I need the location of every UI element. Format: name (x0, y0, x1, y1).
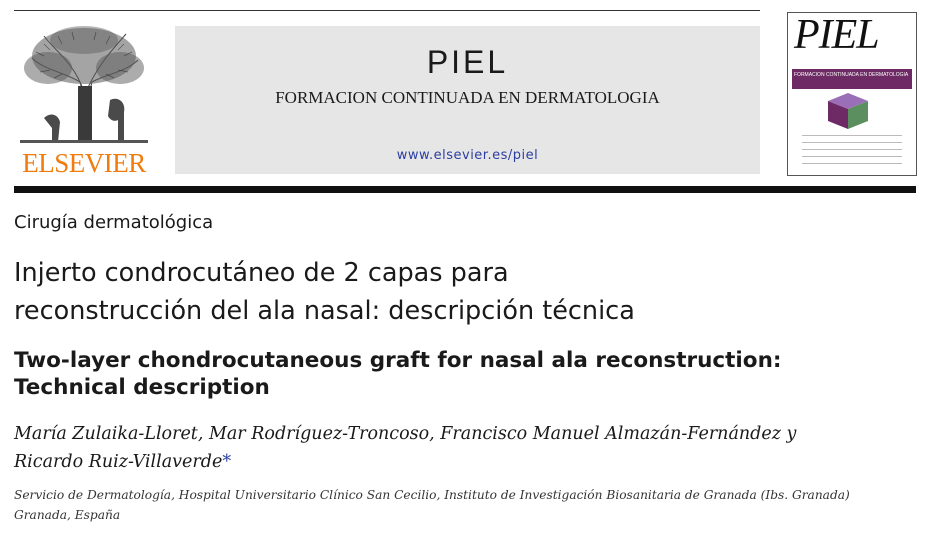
journal-cover-thumbnail[interactable] (787, 12, 917, 176)
authors-line-2 (14, 448, 919, 476)
article-title-english (14, 347, 914, 401)
header-top-rule (14, 10, 760, 11)
cover-title: PIEL (794, 12, 879, 58)
journal-banner (175, 26, 760, 174)
title-es-line-1: Injerto condrocutáneo de 2 capas para (14, 258, 509, 288)
authors-line-1: María Zulaika-Lloret, Mar Rodríguez-Troncoso, Francisco Manuel Almazán-Fernández y (14, 424, 797, 444)
title-en-line-2: Technical description (14, 375, 270, 400)
elsevier-tree-icon (14, 22, 154, 146)
author-ruiz-villaverde: Ricardo Ruiz-Villaverde (14, 452, 223, 472)
article-title-spanish (14, 254, 894, 330)
elsevier-wordmark: ELSEVIER (22, 148, 146, 178)
affiliation (14, 485, 919, 525)
elsevier-logo[interactable] (14, 22, 154, 180)
cover-text-lines (802, 135, 902, 170)
corresponding-author-link[interactable]: * (222, 452, 232, 472)
affiliation-line-1: Servicio de Dermatología, Hospital Universitario Clínico San Cecilio, Instituto de Investigación Biosanitaria de Granada (Ibs. Granada) (14, 488, 850, 502)
cover-band-text: FORMACION CONTINUADA EN DERMATOLOGIA (794, 72, 909, 78)
author-list (14, 420, 919, 476)
header-divider (14, 186, 916, 193)
journal-title: PIEL (426, 44, 509, 80)
journal-url-link[interactable]: www.elsevier.es/piel (396, 148, 539, 163)
journal-cover-cube-icon (826, 91, 870, 131)
affiliation-line-2: Granada, España (14, 508, 121, 522)
journal-subtitle: FORMACION CONTINUADA EN DERMATOLOGIA (275, 88, 660, 107)
cover-band (792, 69, 912, 89)
title-es-line-2: reconstrucción del ala nasal: descripción técnica (14, 296, 635, 326)
section-label: Cirugía dermatológica (14, 212, 214, 233)
title-en-line-1: Two-layer chondrocutaneous graft for nasal ala reconstruction: (14, 348, 782, 373)
